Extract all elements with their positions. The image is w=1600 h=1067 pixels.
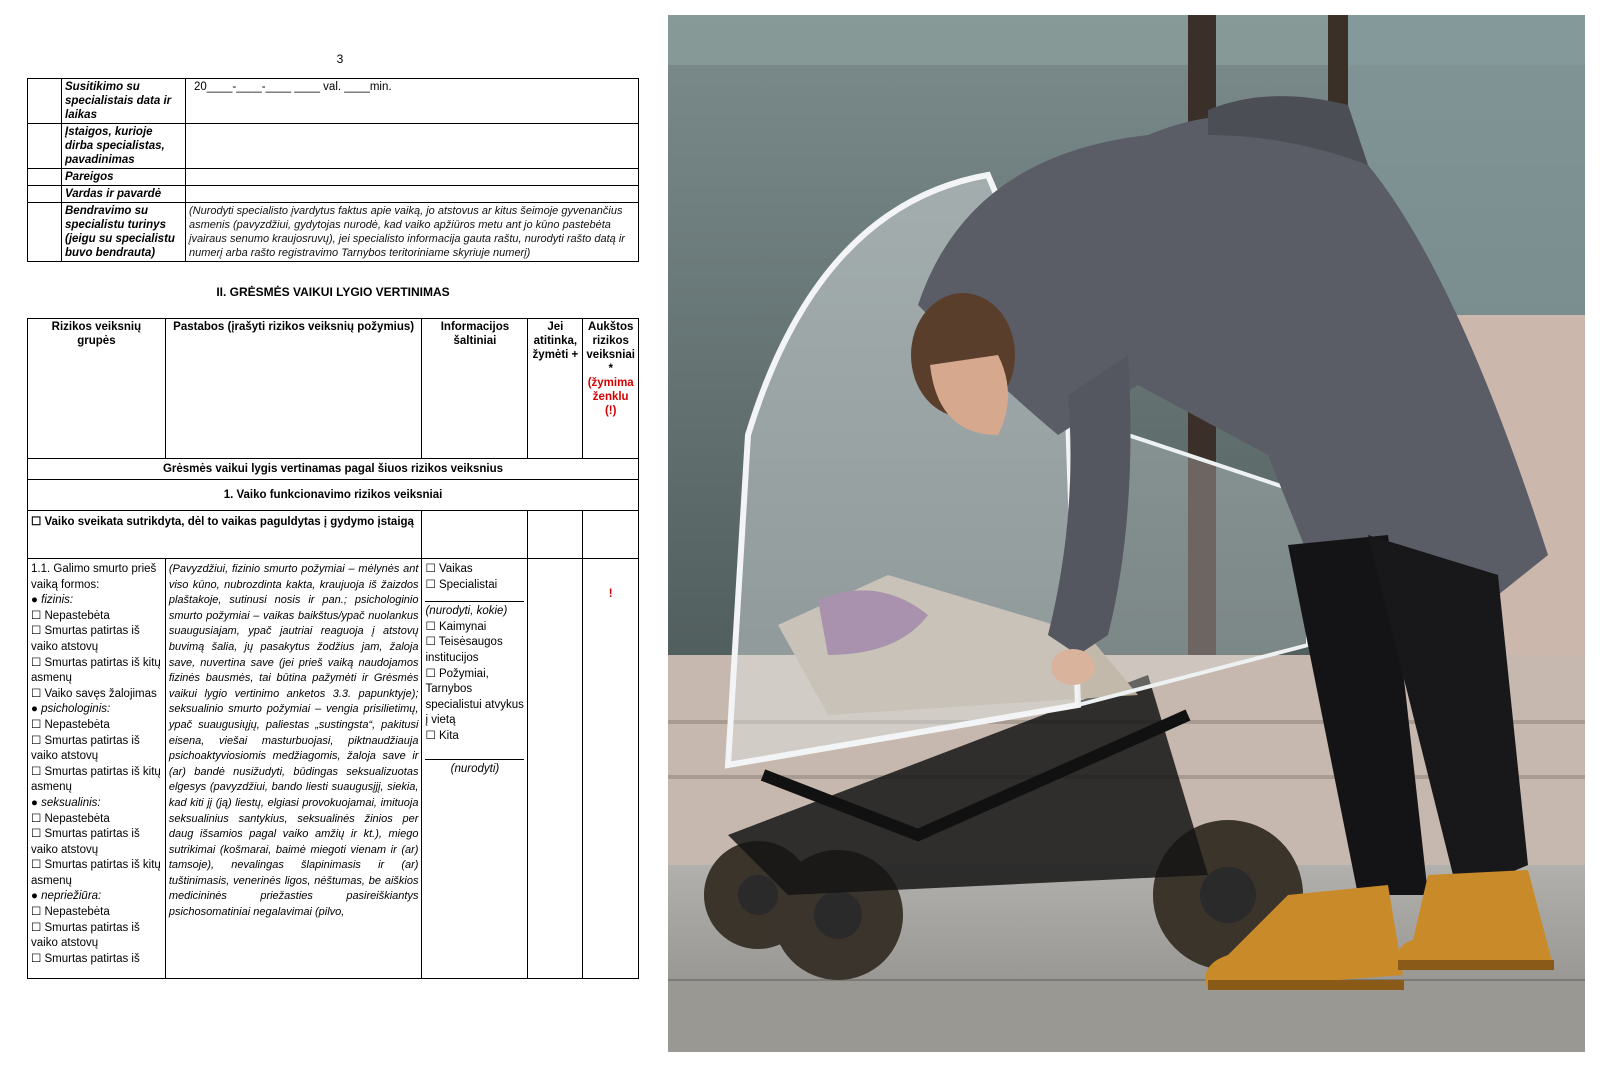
checkbox-item[interactable]: ☐ Nepastebėta: [31, 906, 110, 919]
column-header: Rizikos veiksnių grupės: [28, 319, 166, 459]
institution-field[interactable]: [186, 124, 639, 169]
health-checkbox-row[interactable]: ☐ Vaiko sveikata sutrikdyta, dėl to vaikas paguldytas į gydymo įstaigą: [28, 511, 422, 559]
hand: [1051, 649, 1095, 685]
field-label: Pareigos: [62, 169, 186, 186]
field-label: Bendravimo su specialistu turinys (jeigu su specialistu buvo bendrauta): [62, 203, 186, 262]
checkbox-item[interactable]: ☐ Smurtas patirtas iš kitų asmenų: [31, 765, 161, 794]
checkbox-item[interactable]: ☐ Vaiko savęs žalojimas: [31, 687, 157, 700]
violence-forms-cell: [28, 559, 166, 979]
risk-assessment-table: [27, 318, 639, 979]
stroller-photo: [668, 15, 1585, 1052]
span-row: Grėsmės vaikui lygis vertinamas pagal šiuos rizikos veiksnius: [28, 459, 639, 480]
checkbox-item[interactable]: ☐ Smurtas patirtas iš vaiko atstovų: [31, 734, 140, 763]
field-label: Įstaigos, kurioje dirba specialistas, pavadinimas: [62, 124, 186, 169]
checkbox-item[interactable]: ☐ Specialistai: [425, 578, 498, 591]
group-nepriežiura: ● nepriežiūra:: [31, 890, 102, 903]
position-field[interactable]: [186, 169, 639, 186]
name-field[interactable]: [186, 186, 639, 203]
header-row: [28, 319, 639, 459]
date-time-field[interactable]: 20____-____-____ ____ val. ____min.: [186, 79, 639, 124]
row-title: 1.1. Galimo smurto prieš vaiką formos:: [31, 563, 157, 591]
checkbox-item[interactable]: ☐ Smurtas patirtas iš vaiko atstovų: [31, 828, 140, 856]
table-row: [28, 459, 639, 480]
hint-text: (nurodyti, kokie): [425, 605, 508, 618]
table-row: [28, 169, 639, 186]
checkbox-item[interactable]: ☐ Smurtas patirtas iš vaiko atstovų: [31, 625, 140, 653]
column-header: Informacijos šaltiniai: [422, 319, 528, 459]
photo-illustration: [668, 15, 1585, 1052]
field-label: Susitikimo su specialistais data ir laikas: [62, 79, 186, 124]
match-cell[interactable]: [528, 559, 583, 979]
specialist-info-table: [27, 78, 639, 262]
high-risk-cell[interactable]: [583, 559, 639, 979]
table-row: [28, 79, 639, 124]
checkbox-item[interactable]: ☐ Kaimynai: [425, 620, 487, 633]
checkbox-item[interactable]: ☐ Nepastebėta: [31, 609, 110, 622]
checkbox-item[interactable]: ☐ Nepastebėta: [31, 812, 110, 825]
table-row: [28, 124, 639, 169]
blank-line: [425, 593, 524, 602]
section-title: II. GRĖSMĖS VAIKUI LYGIO VERTINIMAS: [216, 285, 450, 299]
column-header: Jei atitinka, žymėti +: [528, 319, 583, 459]
blank-line: [425, 745, 524, 760]
checkbox-item[interactable]: ☐ Požymiai, Tarnybos specialistui atvykus į vietą: [425, 667, 524, 727]
checkbox-item[interactable]: ☐ Teisėsaugos institucijos: [425, 636, 503, 664]
group-seksualinis: ● seksualinis:: [31, 796, 101, 809]
hint-text: (nurodyti): [450, 762, 500, 775]
table-row: [28, 559, 639, 979]
table-row: [28, 186, 639, 203]
page-number: 3: [336, 52, 344, 66]
checkbox-item[interactable]: ☐ Smurtas patirtas iš kitų asmenų: [31, 859, 161, 887]
checkbox-item[interactable]: ☐ Smurtas patirtas iš vaiko atstovų: [31, 921, 140, 950]
table-row: [28, 203, 639, 262]
checkbox-item[interactable]: ☐ Nepastebėta: [31, 718, 110, 731]
checkbox-item[interactable]: ☐ Kita: [425, 729, 459, 742]
checkbox-item[interactable]: ☐ Smurtas patirtas iš kitų asmenų: [31, 656, 161, 685]
field-label: Vardas ir pavardė: [62, 186, 186, 203]
section-heading: 1. Vaiko funkcionavimo rizikos veiksniai: [28, 480, 639, 511]
high-risk-mark: !: [608, 588, 613, 600]
communication-content-field[interactable]: (Nurodyti specialisto įvardytus faktus apie vaiką, jo atstovus ar kitus šeimoje gyvenančius asmenis (pavyzdžiui, gydytojas nurodė, kad vaiko apžiūros metu ant jo kūno pastebėta įvairaus senumo kraujosruvų), jei specialisto informacija gauta raštu, nurodyti rašto datą ir numerį arba rašto registravimo Tarnybos teritoriniame skyriuje numerį): [186, 203, 639, 262]
table-row: [28, 480, 639, 511]
column-header: Pastabos (įrašyti rizikos veiksnių požymius): [165, 319, 422, 459]
checkbox-item[interactable]: ☐ Vaikas: [425, 563, 473, 575]
high-risk-header-note: (žymima ženklu (!): [587, 377, 634, 417]
checkbox-item[interactable]: ☐ Smurtas patirtas iš: [31, 952, 140, 965]
document-page: [0, 0, 650, 1067]
sources-cell: [422, 559, 528, 979]
table-row: [28, 511, 639, 559]
group-psichologinis: ● psichologinis:: [31, 703, 111, 716]
notes-cell[interactable]: (Pavyzdžiui, fizinio smurto požymiai – mėlynės ant viso kūno, nubrozdinta kakta, kraujuoja iš žaizdos plaštakoje, sutinusi nosis ir pan.; psichologinio smurto požymiai – vaikas baikštus/ypač nuolankus suaugusiajam, ypač jautriai reaguoja į atstovų buvimą šalia, jų pasakytus žodžius jam, žaloja save, nuvertina save (jei prieš vaiką naudojamos fizinės bausmės, tai būtina pažymėti ir Grėsmės vaikui lygio vertinimo anketos 3.3. papunktyje); seksualinio smurto požymiai – vengia prisilietimų, ypač suaugusiųjų, paliestas „sustingsta“, pakitusi eisena, viešai masturbuojasi, piktnaudžiauja psichoaktyviosiomis medžiagomis, žaloja save ir (ar) bandė nusižudyti, būdingas seksualizuotas elgesys (pavyzdžiui, bando liesti suaugusįjį, siekia, kad kiti jį (ją) liestų, elgiasi provokuojamai, imituoja seksualinius santykius, seksualinės žinios per daug išsamios pagal vaiko amžių ir kt.), miego sutrikimai (košmarai, baimė miegoti vienam ir (ar) tamsoje), nevalingas šlapinimasis ir (ar) tuštinimasis, venerinės ligos, nėštumas, be aiškios medicininės priežasties pasireiškiantys psichosomatiniai negalavimai (pilvo,: [165, 559, 422, 979]
high-risk-header-label: Aukštos rizikos veiksniai *: [586, 321, 635, 375]
column-header: [583, 319, 639, 459]
group-fizinis: ● fizinis:: [31, 594, 74, 607]
